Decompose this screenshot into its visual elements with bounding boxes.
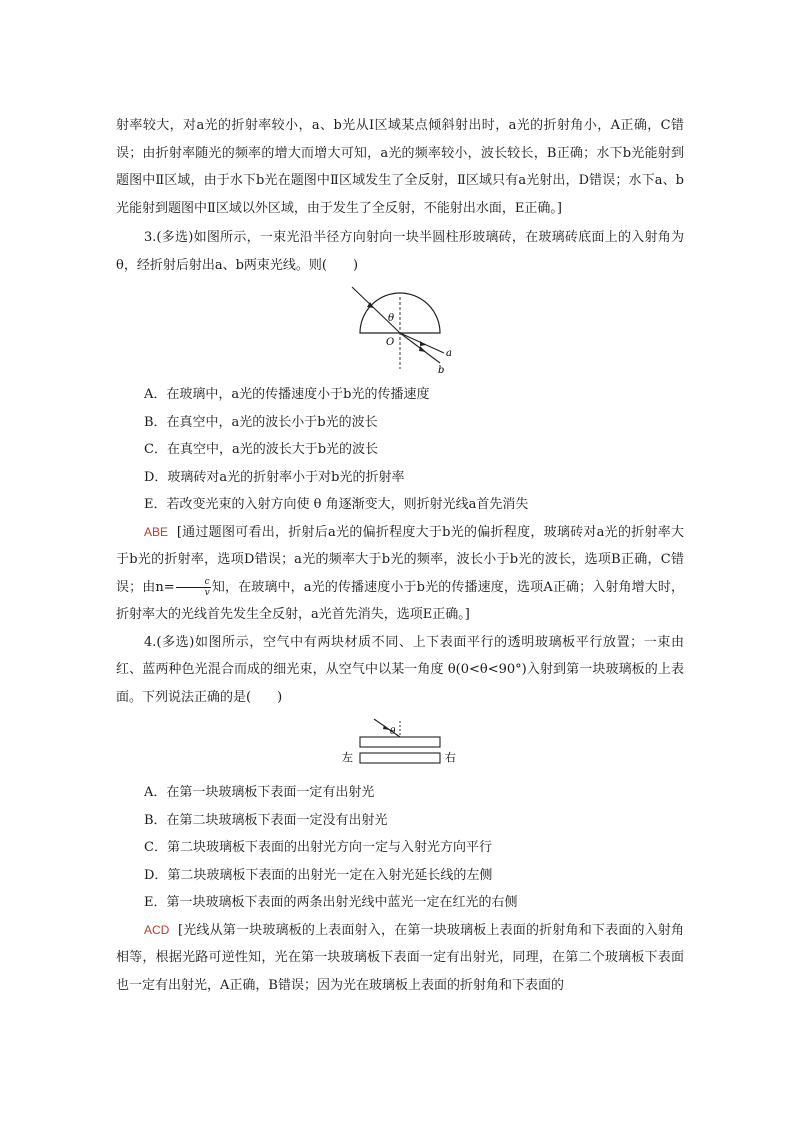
origin-label: O [386, 337, 395, 348]
formula-denominator: v [204, 587, 210, 598]
q3-stem: 3.(多选)如图所示，一束光沿半径方向射向一块半圆柱形玻璃砖，在玻璃砖底面上的入射角为 θ，经折射后射出a、b两束光线。则( ) [116, 230, 684, 273]
q4-option-e: E．第一块玻璃板下表面的两条出射光线中蓝光一定在红光的右侧 [144, 895, 518, 910]
intro-paragraph: 射率较大，对a光的折射率较小，a、b光从Ⅰ区域某点倾斜射出时，a光的折射角小，A正确，C错误；由折射率随光的频率的增大而增大可知，a光的频率较小，波长较长，B正确；水下b光能射到题图中Ⅱ区域，由于水下b光在题图中Ⅱ区域发生了全反射，Ⅱ区域只有a光射出，D错误；水下a、b光能射到题图中Ⅱ区域以外区域，由于发生了全反射，不能射出水面，E正确。] [116, 118, 684, 216]
q3-option-c: C．在真空中，a光的波长大于b光的波长 [144, 442, 379, 457]
glass-plate-1 [360, 737, 440, 747]
ray-a-arrow-icon [420, 341, 426, 346]
glass-plate-2 [360, 753, 440, 763]
q3-option-d: D．玻璃砖对a光的折射率小于对b光的折射率 [144, 469, 405, 485]
semicircle-glass-diagram [340, 283, 460, 375]
q3-explanation-part2: 知，在玻璃中，a光的传播速度小于b光的传播速度，选项A正确；入射角增大时，折射率大的光线首先发生全反射，a光首先消失，选项E正确。] [116, 579, 685, 622]
right-label: 右 [445, 751, 456, 764]
ray-a-label: a [446, 348, 452, 359]
q4-explanation-text: [光线从第一块玻璃板的上表面射入，在第一块玻璃板上表面的折射角和下表面的入射角相等，根据光路可逆性知，光在第一块玻璃板下表面一定有出射光，同理，在第二个玻璃板下表面也一定有出射光，A正确，B错误；因为光在玻璃板上表面的折射角和下表面的 [116, 922, 685, 993]
q3-option-e: E．若改变光束的入射方向使 θ 角逐渐变大，则折射光线a首先消失 [144, 497, 529, 512]
q4-option-a: A．在第一块玻璃板下表面一定有出射光 [144, 785, 375, 800]
q4-stem: 4.(多选)如图所示，空气中有两块材质不同、上下表面平行的透明玻璃板平行放置；一束由红、蓝两种色光混合而成的细光束，从空气中以某一角度 θ(0<θ<90°)入射到第一块玻璃板的上表面。下列说法正确的是( ) [116, 634, 684, 705]
q4-option-c: C．第二块玻璃板下表面的出射光方向一定与入射光方向平行 [144, 840, 492, 855]
theta-label: θ [390, 727, 396, 737]
q3-answer: ABE [144, 524, 169, 539]
ray-b-label: b [438, 365, 445, 375]
q3-explanation-part1: [通过题图可看出，折射后a光的偏折程度大于b光的偏折程度，玻璃砖对a光的折射率大于b光的折射率，选项D错误；a光的频率大于b光的频率，波长小于b光的波长，选项B正确，C错误；由n= [116, 524, 684, 595]
left-label: 左 [342, 751, 353, 764]
q3-option-b: B．在真空中，a光的波长小于b光的波长 [144, 414, 378, 430]
formula-fraction [176, 577, 211, 598]
incident-arrow-icon [383, 725, 390, 730]
q4-answer: ACD [144, 922, 170, 937]
formula-numerator: c [176, 577, 211, 588]
q4-figure [116, 715, 684, 773]
q4-option-b: B．在第二块玻璃板下表面一定没有出射光 [144, 812, 388, 828]
ray-b-arrow-icon [419, 346, 426, 352]
q4-explanation [116, 917, 684, 1000]
theta-label: θ [388, 313, 395, 324]
q4-option-d: D．第二块玻璃板下表面的出射光一定在入射光延长线的左侧 [144, 867, 493, 883]
q3-option-a: A．在玻璃中，a光的传播速度小于b光的传播速度 [144, 387, 430, 402]
q3-figure [116, 283, 684, 375]
page-content [116, 112, 684, 999]
q3-explanation [116, 519, 684, 629]
two-glass-plates-diagram [330, 715, 470, 773]
